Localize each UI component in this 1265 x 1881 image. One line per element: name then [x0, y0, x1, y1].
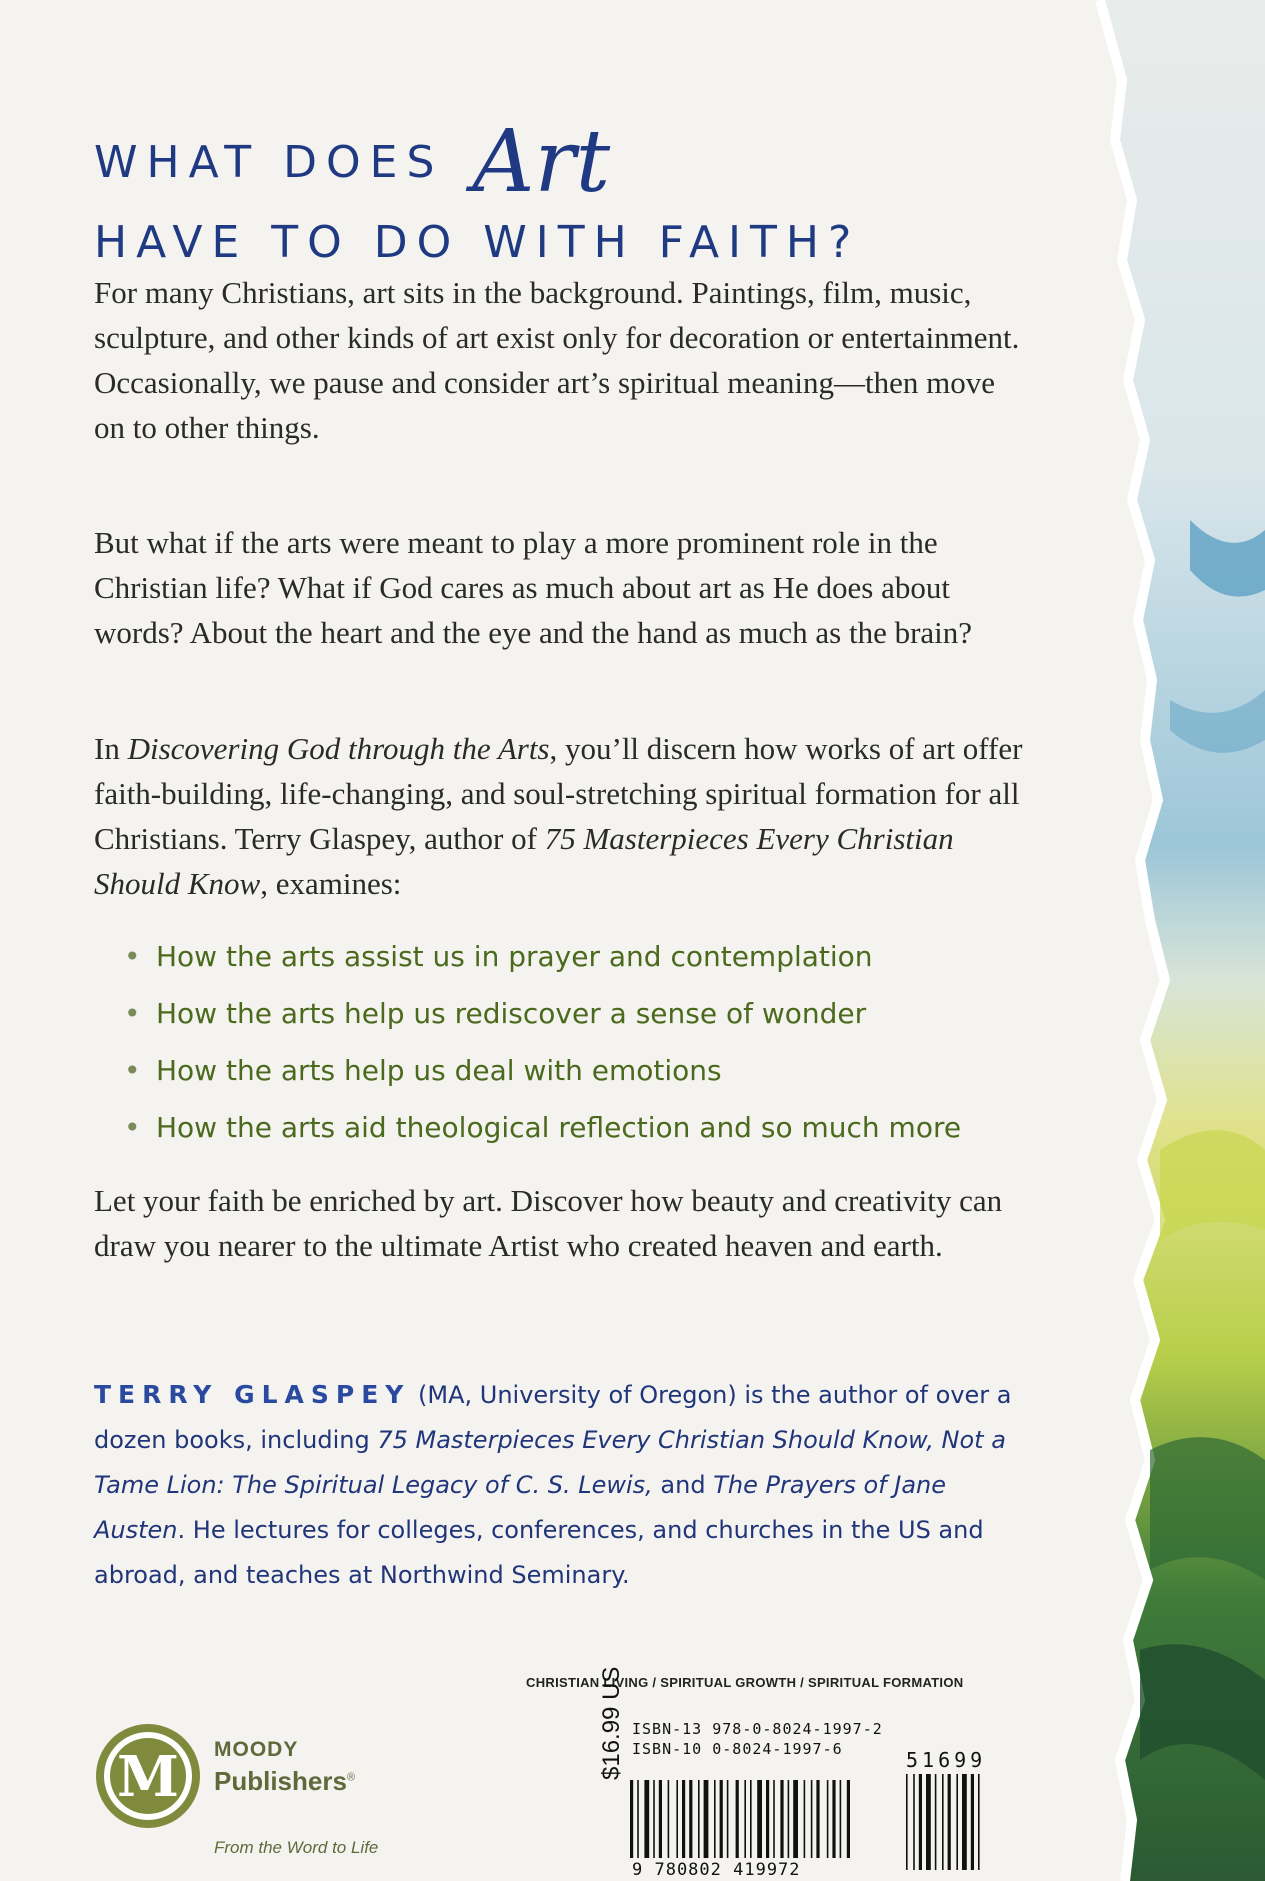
bullet-text: How the arts help us deal with emotions — [156, 1054, 722, 1087]
bullet-text: How the arts aid theological reflection and so much more — [156, 1111, 962, 1144]
bio-title-2: The Prayers of Jane Austen — [94, 1471, 947, 1544]
list-item — [124, 1042, 1024, 1099]
bio-titles-1: 75 Masterpieces Every Christian Should Know, Not a Tame Lion: The Spiritual Legacy of C. S. Lewis, — [94, 1426, 1006, 1499]
bullet-icon: • — [124, 1054, 141, 1087]
publisher-tagline: From the Word to Life — [214, 1838, 379, 1857]
list-item — [124, 985, 1024, 1042]
author-bio — [94, 1372, 1024, 1598]
bio-text-1: (MA, University of Oregon) is the author of over a dozen books, including — [94, 1381, 1012, 1454]
description-paragraph-4: Let your faith be enriched by art. Discover how beauty and creativity can draw you nearer to the ultimate Artist who created heaven and earth. — [94, 1183, 1003, 1263]
isbn-10: ISBN-10 0-8024-1997-6 — [632, 1740, 843, 1758]
bullet-icon: • — [124, 997, 141, 1030]
category-label: CHRISTIAN LIVING / SPIRITUAL GROWTH / SPIRITUAL FORMATION — [526, 1675, 964, 1690]
trademark-symbol: ® — [346, 1771, 356, 1784]
publisher-name-top: MOODY — [214, 1738, 299, 1761]
p3-text-start: In — [94, 731, 128, 766]
bullet-text: How the arts help us rediscover a sense of wonder — [156, 997, 867, 1030]
headline-prefix: WHAT DOES — [94, 137, 444, 188]
p3-text-end: , examines: — [260, 866, 402, 901]
description-paragraph-1: For many Christians, art sits in the background. Paintings, film, music, sculpture, and other kinds of art exist only for decoration or entertainment. Occasionally, we pause and consider art’s spiritual meaning—then move on to other things. — [94, 275, 1020, 445]
isbn-13: ISBN-13 978-0-8024-1997-2 — [632, 1720, 883, 1738]
headline-line-2: HAVE TO DO WITH FAITH? — [94, 217, 861, 268]
description-paragraph-2: But what if the arts were meant to play a more prominent role in the Christian life? What if God cares as much about art as He does about words? About the heart and the eye and the hand as much as the brain? — [94, 525, 973, 650]
publisher-name-text: Publishers — [214, 1766, 347, 1796]
headline-art-word: Art — [472, 112, 611, 212]
other-book-title: 75 Masterpieces Every Christian Should Know — [94, 821, 954, 901]
headline-line-1 — [94, 108, 860, 212]
barcode-addon-number: 51699 — [906, 1748, 987, 1772]
publisher-name-bottom — [214, 1766, 355, 1797]
bullet-icon: • — [124, 1111, 141, 1144]
list-item — [124, 1099, 1024, 1156]
logo-letter: M — [117, 1744, 179, 1810]
bio-text-3: . He lectures for colleges, conferences, and churches in the US and abroad, and teaches at Northwind Seminary. — [94, 1516, 984, 1589]
p3-text-middle: , you’ll discern how works of art offer faith-building, life-changing, and soul-stretching spiritual formation for all Christians. Terry Glaspey, author of — [94, 731, 1023, 856]
bullet-text: How the arts assist us in prayer and contemplation — [156, 940, 873, 973]
publisher-logo — [92, 1720, 422, 1860]
bullet-icon: • — [124, 940, 141, 973]
moody-logo-icon — [92, 1720, 204, 1832]
book-title: Discovering God through the Arts — [127, 731, 550, 766]
barcode-graphic — [590, 1712, 1030, 1872]
price-label: $16.99 US — [598, 1666, 625, 1780]
headline — [94, 108, 860, 283]
bio-text-2: and — [652, 1471, 714, 1499]
list-item — [124, 928, 1024, 985]
author-name: TERRY GLASPEY — [94, 1380, 411, 1409]
ean-number: 9 780802 419972 — [632, 1860, 801, 1880]
bullet-list — [124, 928, 1024, 1156]
description-paragraph-3 — [94, 726, 1024, 906]
